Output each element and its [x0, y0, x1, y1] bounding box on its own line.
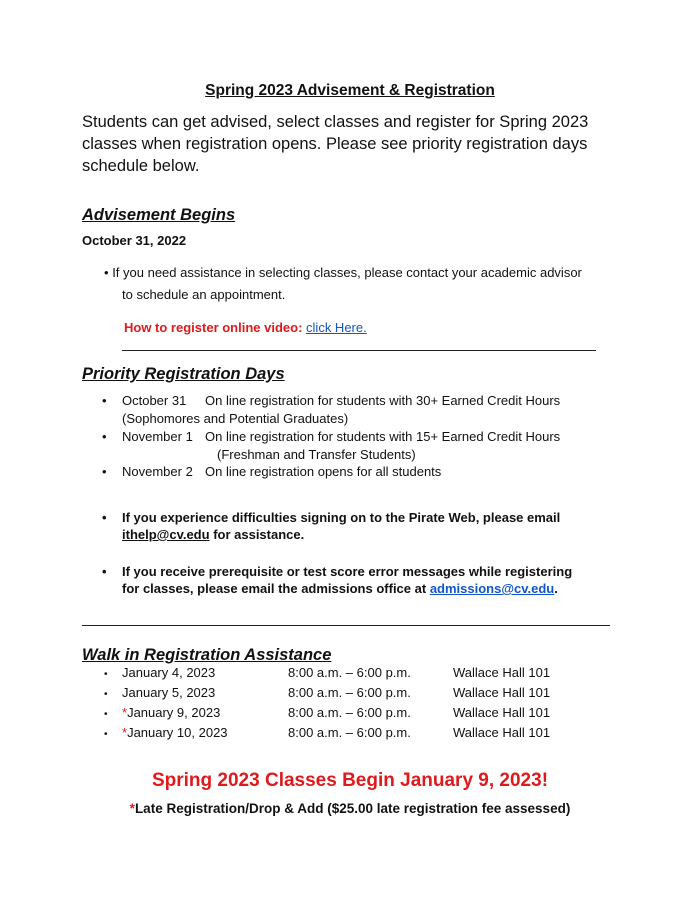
bullet-icon: •	[102, 510, 107, 525]
walkin-date	[122, 705, 220, 720]
note2-line1: If you receive prerequisite or test score error messages while registering	[122, 564, 573, 579]
advisement-bullet	[104, 265, 582, 280]
advisement-heading: Advisement Begins	[82, 206, 236, 224]
video-line	[124, 320, 367, 335]
priority-item	[102, 464, 107, 479]
walkin-time: 8:00 a.m. – 6:00 p.m.	[288, 705, 411, 720]
bullet-icon: •	[102, 393, 107, 408]
walkin-time: 8:00 a.m. – 6:00 p.m.	[288, 685, 411, 700]
note1-line2	[122, 527, 304, 542]
priority-line2: (Freshman and Transfer Students)	[217, 447, 416, 462]
bullet-icon: •	[104, 689, 108, 700]
walkin-date-text: January 5, 2023	[122, 685, 216, 700]
priority-item	[102, 429, 107, 444]
walkin-heading: Walk in Registration Assistance	[82, 646, 332, 664]
walkin-date	[122, 665, 215, 680]
late-registration-text: Late Registration/Drop & Add ($25.00 late registration fee assessed)	[134, 801, 571, 816]
priority-day: November 2	[122, 464, 193, 479]
walkin-place: Wallace Hall 101	[453, 685, 551, 700]
walkin-date	[122, 685, 215, 700]
advisement-date: October 31, 2022	[82, 233, 187, 248]
walkin-place: Wallace Hall 101	[453, 665, 551, 680]
bullet-icon: •	[102, 464, 107, 479]
star-marker: *	[122, 725, 128, 740]
star-marker: *	[122, 705, 128, 720]
video-label: How to register online video:	[124, 320, 303, 335]
video-link[interactable]: click Here.	[306, 320, 367, 335]
classes-begin-banner: Spring 2023 Classes Begin January 9, 2023!	[151, 770, 549, 791]
late-registration-note	[0, 801, 700, 816]
walkin-date-text: January 9, 2023	[127, 705, 221, 720]
divider	[82, 625, 610, 626]
priority-day: October 31	[122, 393, 187, 408]
advisement-bullet-line2: to schedule an appointment.	[122, 287, 286, 302]
priority-line2: (Sophomores and Potential Graduates)	[122, 411, 349, 426]
walkin-time: 8:00 a.m. – 6:00 p.m.	[288, 725, 411, 740]
priority-day: November 1	[122, 429, 193, 444]
page-title: Spring 2023 Advisement & Registration	[205, 82, 495, 99]
bullet-icon: •	[102, 564, 107, 579]
priority-line1: On line registration opens for all students	[205, 464, 442, 479]
bullet-icon: •	[102, 429, 107, 444]
priority-heading: Priority Registration Days	[82, 365, 285, 383]
divider	[122, 350, 596, 351]
note2-line2-text: for classes, please email the admissions office at	[122, 581, 427, 596]
walkin-date	[122, 725, 228, 740]
priority-line1: On line registration for students with 30+ Earned Credit Hours	[205, 393, 561, 408]
star-marker: *	[129, 801, 135, 816]
walkin-place: Wallace Hall 101	[453, 705, 551, 720]
bullet-icon: •	[104, 709, 108, 720]
note-bullet	[102, 564, 107, 579]
bullet-icon: •	[104, 265, 109, 280]
note2-line2	[122, 581, 558, 596]
note2-tail: .	[554, 581, 558, 596]
priority-line1: On line registration for students with 15+ Earned Credit Hours	[205, 429, 561, 444]
intro-paragraph: Students can get advised, select classes and register for Spring 2023 classes when registration opens. Please see priority registration days schedule below.	[82, 113, 589, 175]
walkin-time: 8:00 a.m. – 6:00 p.m.	[288, 665, 411, 680]
note-bullet	[102, 510, 107, 525]
ithelp-email-link[interactable]: ithelp@cv.edu	[122, 527, 210, 542]
note1-tail: for assistance.	[213, 527, 305, 542]
priority-item	[102, 393, 107, 408]
walkin-place: Wallace Hall 101	[453, 725, 551, 740]
bullet-icon: •	[104, 729, 108, 740]
walkin-date-text: January 4, 2023	[122, 665, 216, 680]
admissions-email-link[interactable]: admissions@cv.edu	[429, 581, 555, 596]
note1-line1: If you experience difficulties signing on to the Pirate Web, please email	[122, 510, 561, 525]
advisement-bullet-line1: If you need assistance in selecting classes, please contact your academic advisor	[112, 265, 582, 280]
walkin-date-text: January 10, 2023	[127, 725, 228, 740]
bullet-icon: •	[104, 669, 108, 680]
